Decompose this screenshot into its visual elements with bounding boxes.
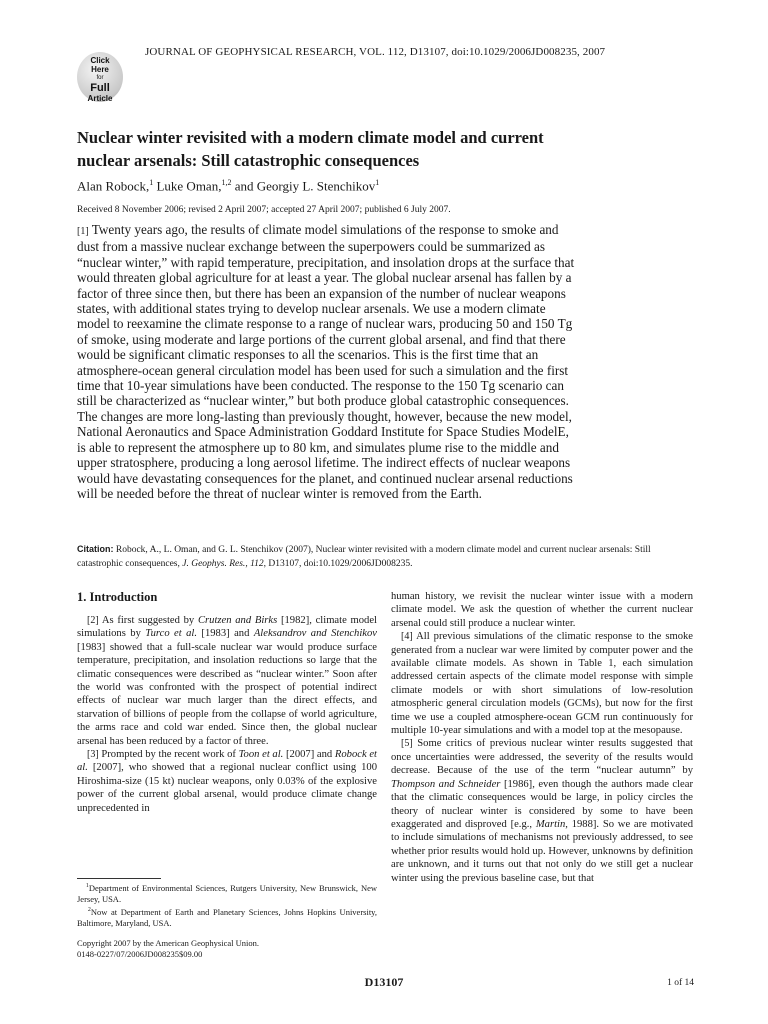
citation bbox=[77, 543, 697, 571]
footnote-divider bbox=[77, 878, 161, 879]
issn-line: 0148-0227/07/2006JD008235$09.00 bbox=[77, 949, 203, 959]
paragraph-number: [2] bbox=[87, 615, 99, 626]
author-name: Luke Oman, bbox=[153, 178, 222, 194]
badge-line: Click bbox=[90, 56, 110, 65]
author-name: and Georgiy L. Stenchikov bbox=[231, 178, 376, 194]
reference-link[interactable]: Toon et al. bbox=[238, 749, 284, 761]
footnotes bbox=[77, 881, 377, 929]
body-text: [1983] showed that a full-scale nuclear war would produce surface temperature, precipitation, and insolation reductions so large that the climatic consequences were described as “nuclear winter.” Soon after the world was confronted with the prospect of potential indirect effects of nuclear war much larger than the direct effects, and starvation of billions of people from the collapse of world agriculture, the arms race and cold war ended. Since then, the global nuclear arsenal has been reduced by a factor of three. bbox=[77, 641, 377, 747]
reference-link[interactable]: Turco et al. bbox=[145, 628, 198, 640]
citation-journal: J. Geophys. Res. bbox=[182, 558, 246, 569]
badge-line: Here bbox=[91, 65, 109, 74]
abstract-text: Twenty years ago, the results of climate model simulations of the response to smoke and dust from a massive nuclear exchange between the superpowers could be summarized as “nuclear winter,” with rapid temperature, precipitation, and insolation drops at the surface that would threaten global agriculture for at least a year. The global nuclear arsenal has fallen by a factor of three since then, but there has been an expansion of the number of nuclear weapons states, with additional states trying to develop nuclear arsenals. We use a modern climate model to reexamine the climate response to a range of nuclear wars, producing 50 and 150 Tg of smoke, using moderate and large portions of the current global arsenal, and find that there would be significant climatic responses to all the scenarios. This is the first time that an atmosphere-ocean general circulation model has been used for such a simulation and the first time that 10-year simulations have been conducted. The response to the 150 Tg scenario can still be characterized as “nuclear winter,” but both produce global catastrophic consequences. The changes are more long-lasting than previously thought, however, because the new model, National Aeronautics and Space Administration Goddard Institute for Space Studies ModelE, is able to represent the atmosphere up to 80 km, and simulates plume rise to the middle and upper stratosphere, producing a long aerosol lifetime. The indirect effects of nuclear weapons would have devastating consequences for the planet, and continued nuclear arsenal reductions will be needed before the threat of nuclear winter is removed from the Earth. bbox=[77, 222, 575, 501]
article-title bbox=[77, 126, 637, 172]
copyright-block bbox=[77, 938, 377, 960]
section-heading: 1. Introduction bbox=[77, 590, 158, 604]
citation-label: Citation: bbox=[77, 544, 114, 554]
paragraph-number: [3] bbox=[87, 749, 99, 761]
body-text: Some critics of previous nuclear winter results suggested that once uncertainties were addressed, the severity of the results would decrease. Because of the use of the term “nuclear autumn” by bbox=[391, 738, 693, 777]
title-line: Nuclear winter revisited with a modern climate model and current bbox=[77, 128, 544, 147]
author-name: Alan Robock, bbox=[77, 178, 150, 194]
right-column bbox=[391, 590, 693, 885]
badge-line: Full bbox=[90, 82, 110, 94]
footnote bbox=[77, 881, 377, 905]
citation-sep: , bbox=[245, 558, 251, 569]
body-text: [2007] and bbox=[283, 749, 335, 761]
reference-link[interactable]: Crutzen and Birks bbox=[197, 615, 278, 626]
footnote bbox=[77, 905, 377, 929]
badge-line: for bbox=[96, 75, 104, 81]
page-number: 1 of 14 bbox=[667, 978, 694, 988]
badge-line: Article bbox=[87, 94, 113, 103]
abstract bbox=[77, 222, 577, 501]
reference-link[interactable]: Martin bbox=[535, 818, 566, 830]
left-column bbox=[77, 590, 377, 815]
paragraph-number: [4] bbox=[401, 631, 413, 643]
citation-text: Robock, A., L. Oman, and G. L. Stenchikov (2007), Nuclear winter revisited with a modern climate model and current nuclear arsenals: Still catastrophic consequences, bbox=[77, 545, 651, 569]
body-text: All previous simulations of the climatic response to the smoke generated from a nuclear war were limited by computer power and the available climate models. As shown in Table 1, each simulation addressed certain aspects of the climate model response with simple climate models or with short simulations of low-resolution atmospheric general circulation models (GCMs), but now for the first time we use a coupled atmosphere-ocean GCM run continuously for multiple 10-year simulations and with a model top at the mesopause. bbox=[391, 631, 693, 737]
article-id-footer: D13107 bbox=[364, 975, 404, 989]
copyright-line: Copyright 2007 by the American Geophysical Union. bbox=[77, 938, 260, 948]
paragraph-2 bbox=[77, 614, 377, 748]
title-line: nuclear arsenals: Still catastrophic consequences bbox=[77, 151, 420, 170]
citation-text: , D13107, doi:10.1029/2006JD008235. bbox=[263, 558, 413, 569]
body-text: [1983] and bbox=[197, 628, 254, 640]
affiliation-mark: 1 bbox=[375, 178, 380, 187]
affiliation-mark: 1,2 bbox=[221, 178, 232, 187]
paragraph-3-continued: human history, we revisit the nuclear winter issue with a modern climate model. We ask the question of whether the current nuclear arsenal could still produce a nuclear winter. bbox=[391, 591, 693, 629]
affiliation-mark: 1 bbox=[149, 178, 154, 187]
body-text: , 1988]. So we are motivated to include simulations of mechanisms not previously addressed, to see whether prior results would hold up. However, unknowns by definition are unknown, and it turns out that not only do we still get a nuclear winter using the previous baseline case, but that bbox=[391, 818, 693, 884]
paragraph-number: [5] bbox=[401, 738, 413, 750]
paragraph-5 bbox=[391, 737, 693, 884]
paragraph-number: [1] bbox=[77, 226, 89, 237]
body-text: Prompted by the recent work of bbox=[98, 749, 239, 761]
reference-link[interactable]: Aleksandrov and Stenchikov bbox=[253, 628, 378, 640]
footnote-text: Now at Department of Earth and Planetary Sciences, Johns Hopkins University, Baltimore, Maryland, USA. bbox=[77, 906, 378, 928]
paragraph-4 bbox=[391, 630, 693, 737]
body-text: [2007], who showed that a regional nuclear conflict using 100 Hiroshima-size (15 kt) nuclear weapons, only 0.03% of the explosive power of the current global arsenal, would produce climate change unprecedented in bbox=[77, 762, 377, 814]
footnote-mark: 2 bbox=[87, 906, 91, 913]
reference-link[interactable]: Thompson and Schneider bbox=[391, 778, 501, 790]
citation-volume: 112 bbox=[250, 558, 264, 569]
body-text: [1982], climate model simulations by bbox=[77, 615, 377, 640]
footnote-text: Department of Environmental Sciences, Rutgers University, New Brunswick, New Jersey, USA. bbox=[77, 882, 377, 904]
paragraph-3 bbox=[77, 748, 377, 815]
reference-link[interactable]: Robock et al. bbox=[77, 749, 377, 774]
full-article-badge-icon[interactable] bbox=[77, 52, 123, 102]
body-text: As first suggested by bbox=[98, 615, 198, 626]
body-text: [1986], even though the authors made clear that the climatic consequences would be large, in policy circles the theory of nuclear winter is considered by some to have been exaggerated and disproved [e.g., bbox=[391, 778, 693, 830]
journal-header: JOURNAL OF GEOPHYSICAL RESEARCH, VOL. 112, D13107, doi:10.1029/2006JD008235, 2007 bbox=[145, 46, 606, 58]
author-list bbox=[77, 178, 379, 194]
received-dates: Received 8 November 2006; revised 2 April 2007; accepted 27 April 2007; published 6 July 2007. bbox=[77, 205, 451, 215]
footnote-mark: 1 bbox=[85, 883, 89, 889]
